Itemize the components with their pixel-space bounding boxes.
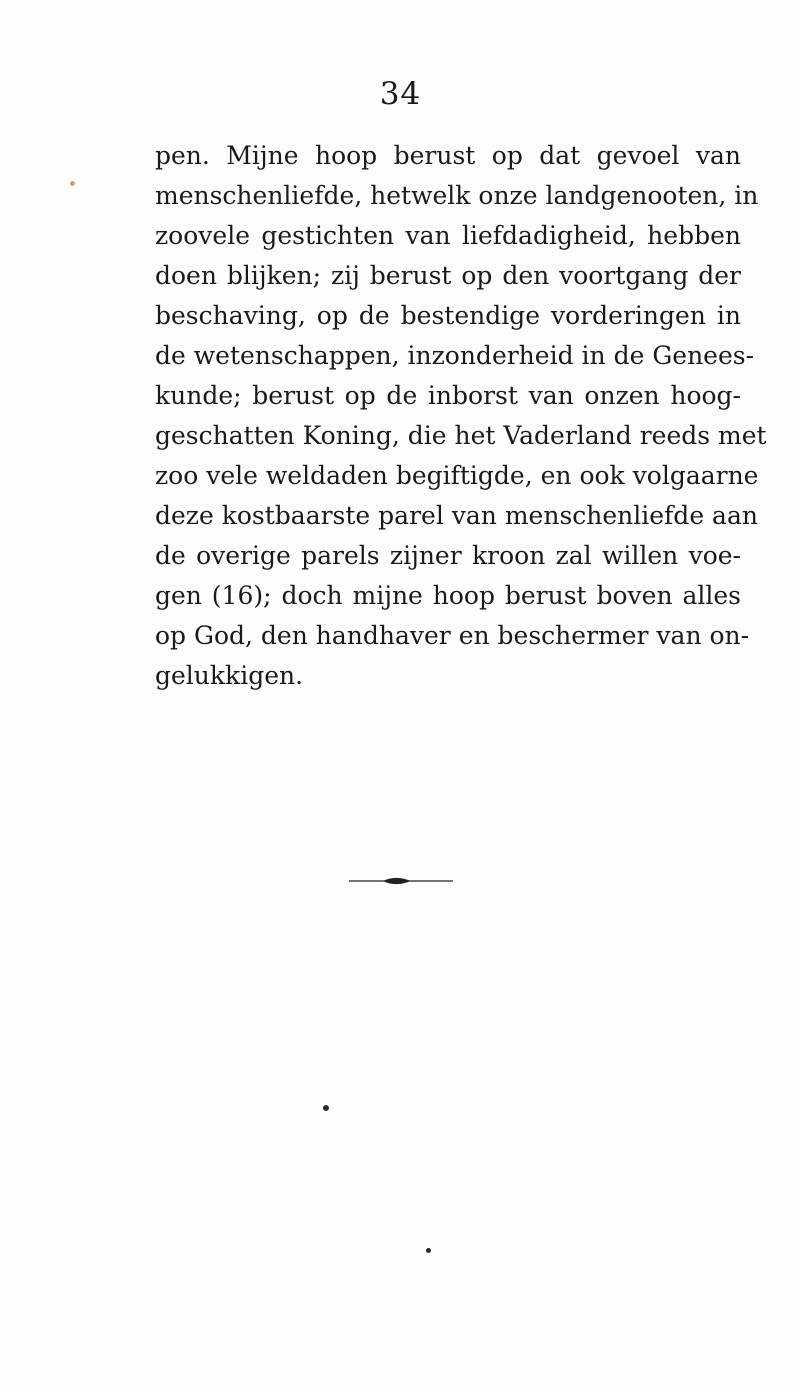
text-line: pen. Mijne hoop berust op dat gevoel van (155, 141, 741, 170)
end-ornament (0, 875, 801, 887)
page-number: 34 (379, 76, 422, 112)
text-line: zoovele gestichten van liefdadigheid, hebben (155, 221, 741, 250)
paper-blemish (70, 181, 75, 186)
text-line: doen blijken; zij berust op den voortgang der (155, 261, 741, 290)
ink-speck (323, 1105, 329, 1111)
text-line: de wetenschappen, inzonderheid in de Genees- (155, 341, 755, 370)
text-line-last: gelukkigen. (155, 661, 304, 690)
text-line: deze kostbaarste parel van menschenliefde aan (155, 501, 758, 530)
body-text (155, 136, 767, 696)
text-line: op God, den handhaver en beschermer van on- (155, 621, 750, 650)
divider-ornament-icon (349, 875, 453, 887)
text-line: gen (16); doch mijne hoop berust boven alles (155, 581, 741, 610)
text-line: menschenliefde, hetwelk onze landgenooten, in (155, 181, 759, 210)
text-line: geschatten Koning, die het Vaderland reeds met (155, 421, 767, 450)
text-line: kunde; berust op de inborst van onzen hoog- (155, 381, 741, 410)
text-line: zoo vele weldaden begiftigde, en ook volgaarne (155, 461, 759, 490)
text-line: de overige parels zijner kroon zal willen voe- (155, 541, 741, 570)
ink-speck (426, 1248, 431, 1253)
text-line: beschaving, op de bestendige vorderingen in (155, 301, 741, 330)
